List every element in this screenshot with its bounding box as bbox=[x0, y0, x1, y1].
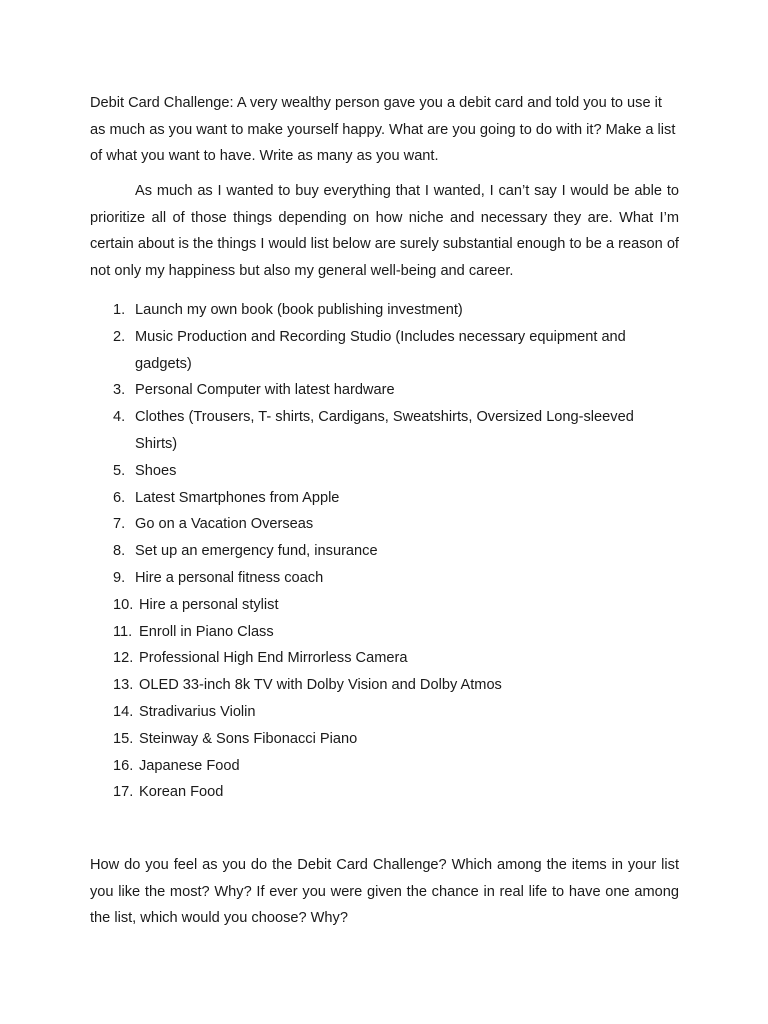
list-item bbox=[113, 672, 653, 699]
list-item-text: Stradivarius Violin bbox=[139, 703, 256, 720]
list-item bbox=[113, 592, 653, 619]
reflection-question-paragraph: How do you feel as you do the Debit Card Challenge? Which among the items in your list you like the most? Why? If ever you were given the chance in real life to have one among the list, which would you choose? Why? bbox=[90, 857, 679, 926]
list-item bbox=[113, 324, 653, 378]
list-item-text: OLED 33-inch 8k TV with Dolby Vision and Dolby Atmos bbox=[139, 677, 502, 694]
list-item-text: Steinway & Sons Fibonacci Piano bbox=[139, 730, 358, 747]
list-item-text: Go on a Vacation Overseas bbox=[135, 516, 314, 533]
list-item bbox=[113, 565, 653, 592]
list-item-number: 4. bbox=[113, 409, 126, 426]
list-item-text: Music Production and Recording Studio (Includes necessary equipment and gadgets) bbox=[135, 328, 626, 372]
list-item-text: Launch my own book (book publishing investment) bbox=[135, 302, 463, 318]
list-item bbox=[113, 699, 653, 726]
list-item bbox=[113, 538, 653, 565]
list-item-number: 17. bbox=[113, 784, 134, 801]
list-item-text: Set up an emergency fund, insurance bbox=[135, 543, 378, 560]
list-item-text: Shoes bbox=[135, 462, 177, 479]
list-item-number: 8. bbox=[113, 543, 126, 560]
list-item-number: 7. bbox=[113, 516, 126, 533]
list-item-text: Japanese Food bbox=[139, 757, 240, 774]
list-item-text: Enroll in Piano Class bbox=[139, 623, 274, 640]
list-item bbox=[113, 726, 653, 753]
list-item-number: 6. bbox=[113, 489, 126, 506]
list-item bbox=[113, 377, 653, 404]
list-item-number: 5. bbox=[113, 462, 126, 479]
list-item-number: 3. bbox=[113, 382, 126, 399]
intro-paragraph: Debit Card Challenge: A very wealthy person gave you a debit card and told you to use it as much as you want to make yourself happy. What are you going to do with it? Make a list of what you want to have. Write as many as you want. bbox=[90, 95, 676, 164]
answer-paragraph: As much as I wanted to buy everything that I wanted, I can’t say I would be able to prioritize all of those things depending on how niche and necessary they are. What I’m certain about is the things I would list below are surely substantial enough to be a reason of not only my happiness but also my general well-being and career. bbox=[90, 183, 679, 279]
list-item-number: 11. bbox=[113, 623, 133, 640]
list-item-number: 10. bbox=[113, 596, 134, 613]
list-item-text: Hire a personal fitness coach bbox=[135, 569, 324, 586]
list-item-text: Korean Food bbox=[139, 784, 224, 801]
list-item-text: Professional High End Mirrorless Camera bbox=[139, 650, 408, 667]
list-item-text: Clothes (Trousers, T- shirts, Cardigans, Sweatshirts, Oversized Long-sleeved Shirts) bbox=[135, 409, 634, 452]
list-item bbox=[113, 404, 653, 458]
list-item bbox=[113, 779, 653, 806]
list-item-number: 9. bbox=[113, 569, 126, 586]
list-item bbox=[113, 753, 653, 780]
list-item bbox=[113, 511, 653, 538]
list-item bbox=[113, 645, 653, 672]
list-item-number: 1. bbox=[113, 302, 126, 318]
list-item-number: 16. bbox=[113, 757, 134, 774]
list-item-number: 2. bbox=[113, 328, 126, 345]
list-item-number: 14. bbox=[113, 703, 134, 720]
list-item-text: Hire a personal stylist bbox=[139, 596, 279, 613]
list-item-text: Latest Smartphones from Apple bbox=[135, 489, 340, 506]
list-item-number: 12. bbox=[113, 650, 134, 667]
list-item bbox=[113, 297, 653, 324]
list-item bbox=[113, 458, 653, 485]
list-item bbox=[113, 485, 653, 512]
list-item-text: Personal Computer with latest hardware bbox=[135, 382, 395, 399]
list-item-number: 15. bbox=[113, 730, 134, 747]
list-item-number: 13. bbox=[113, 677, 134, 694]
wish-list bbox=[113, 297, 653, 806]
list-item bbox=[113, 619, 653, 646]
